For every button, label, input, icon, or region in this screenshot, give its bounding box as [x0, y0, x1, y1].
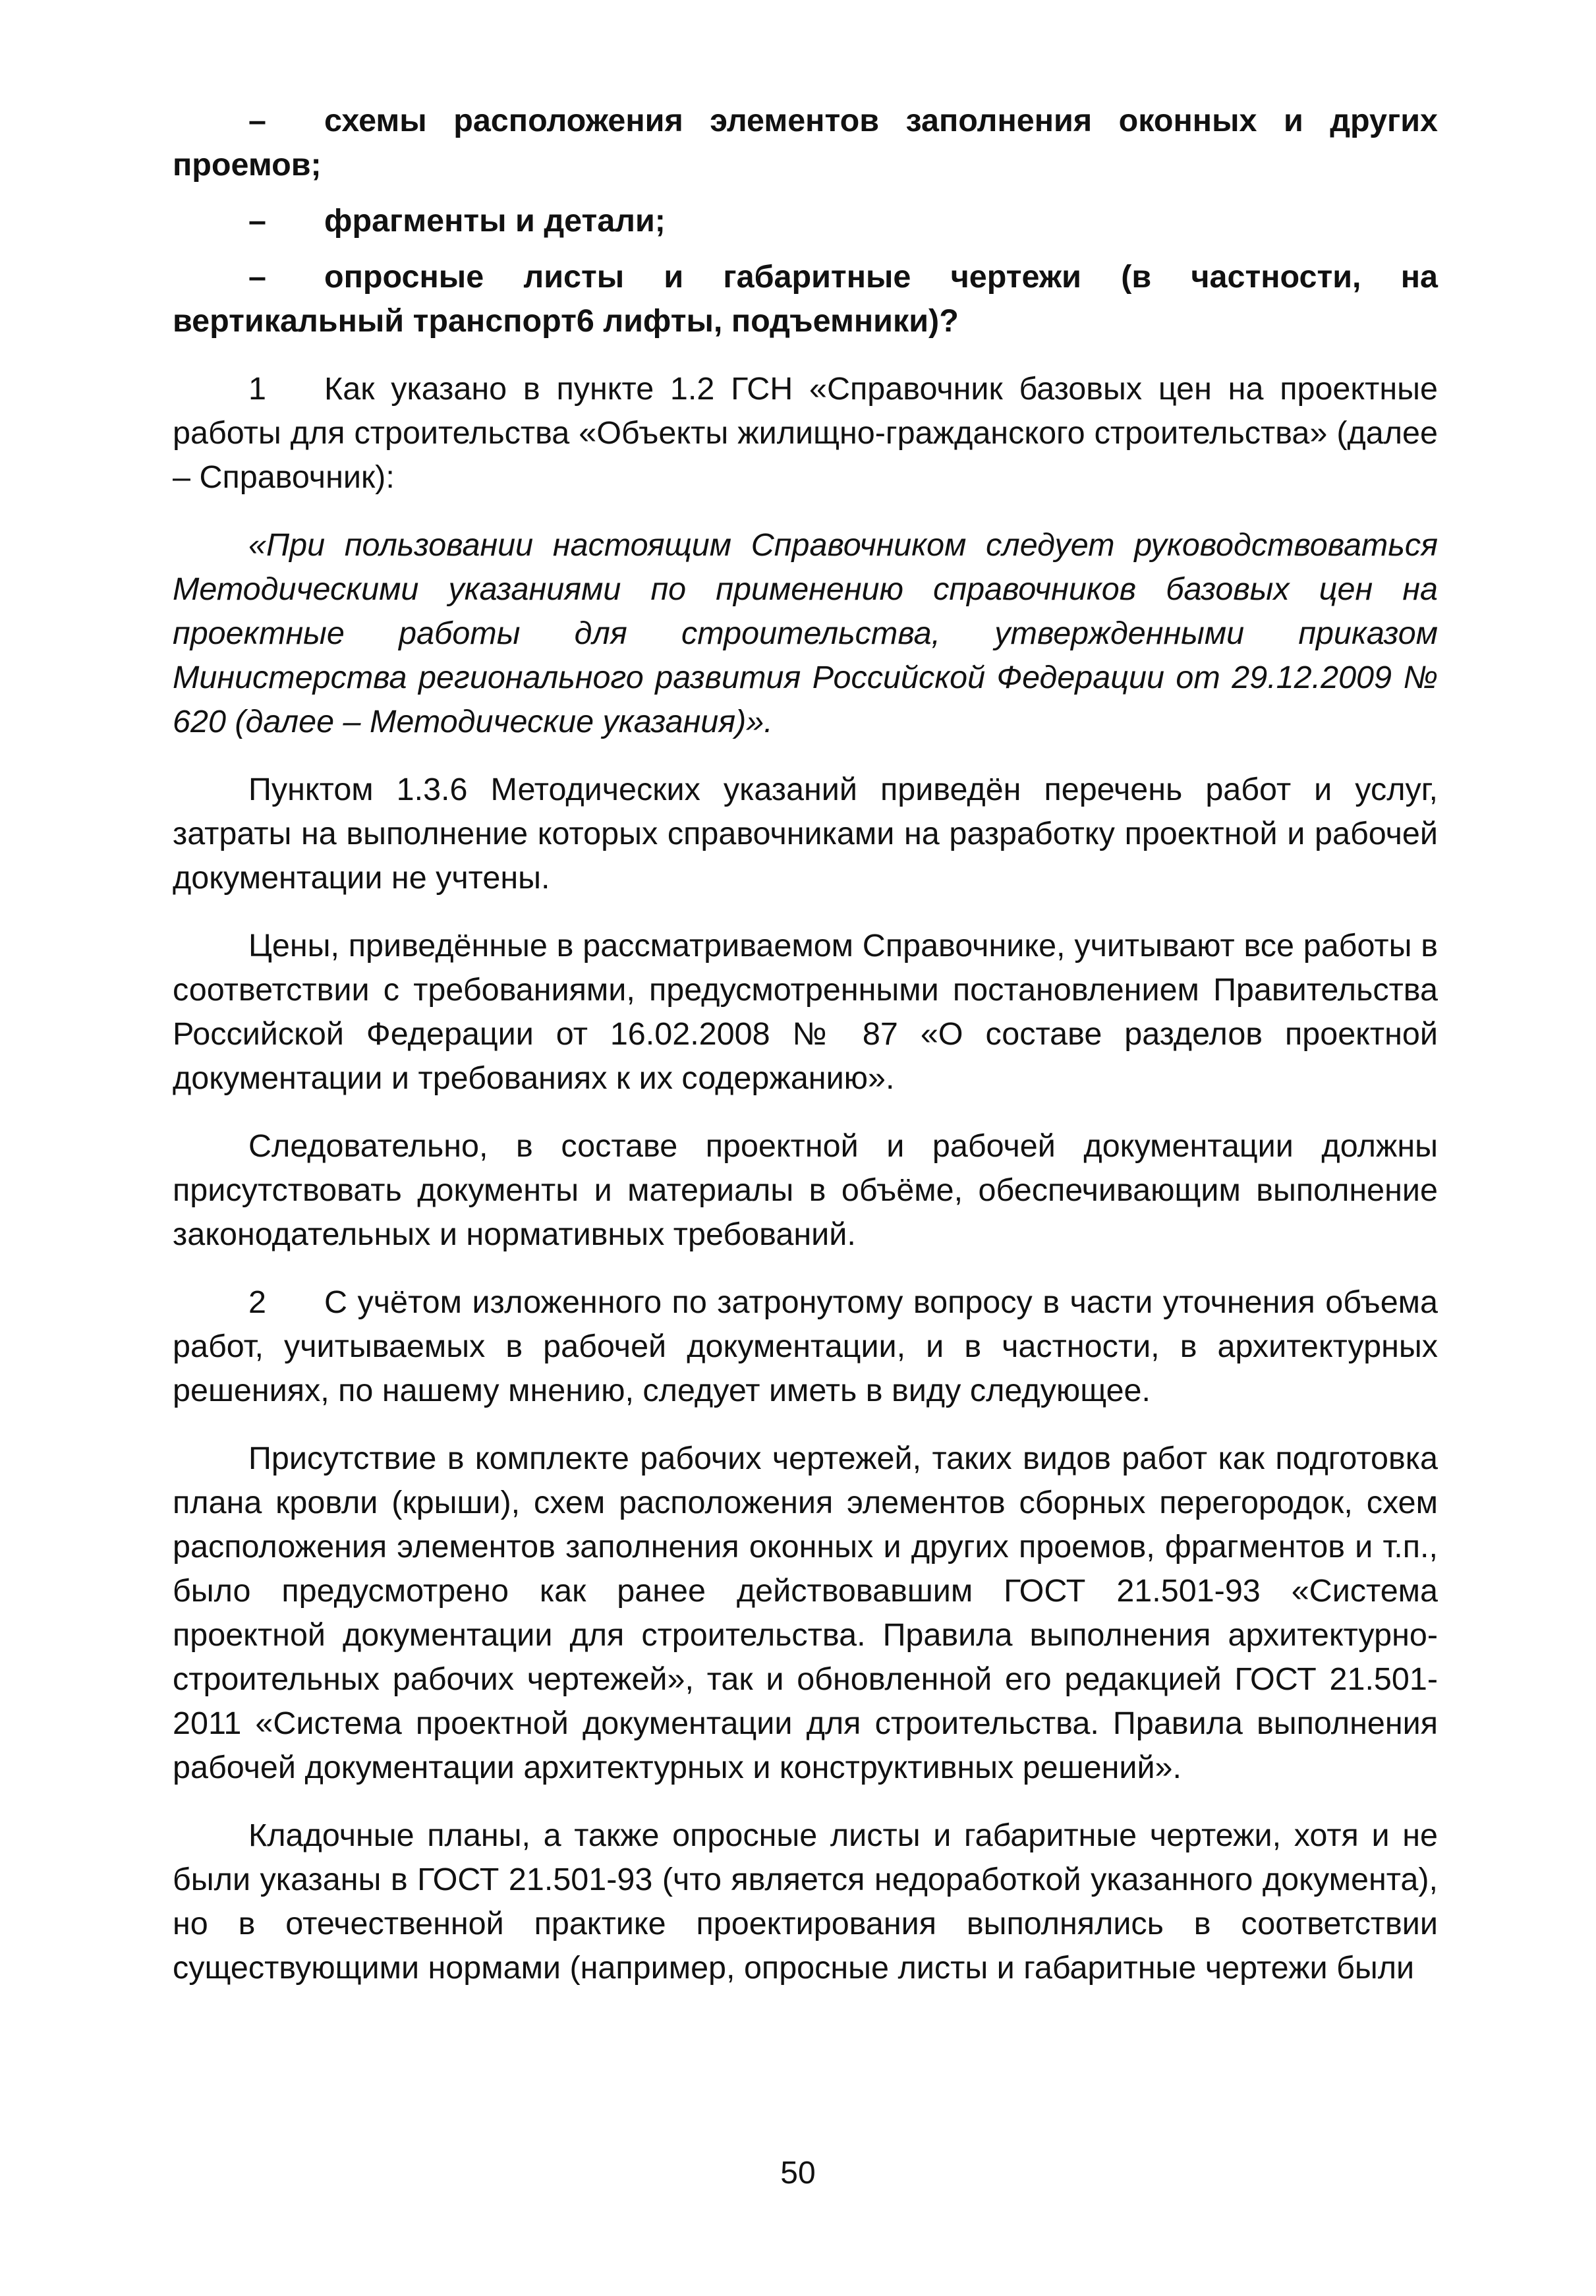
- list-item: [173, 199, 1438, 243]
- section1-paragraph: Следовательно, в составе проектной и рабочей документации должны присутствовать документы и материалы в объёме, обеспечивающим выполнение законодательных и нормативных требований.: [173, 1128, 1438, 1252]
- section1-paragraph: Пунктом 1.3.6 Методических указаний приведён перечень работ и услуг, затраты на выполнение которых справочниками на разработку проектной и рабочей документации не учтены.: [173, 772, 1438, 896]
- section1-paragraph: Цены, приведённые в рассматриваемом Справочнике, учитывают все работы в соответствии с требованиями, предусмотренными постановлением Правительства Российской Федерации от 16.02.2008 № 87 «О составе разделов проектной документации и требованиях к их содержанию».: [173, 928, 1438, 1096]
- section2-intro-text: С учётом изложенного по затронутому вопросу в части уточнения объема работ, учитываемых в рабочей документации, и в частности, в архитектурных решениях, по нашему мнению, следует иметь в виду следующее.: [173, 1284, 1438, 1408]
- section2-intro: [173, 1280, 1438, 1413]
- section2-paragraph: Присутствие в комплекте рабочих чертежей, таких видов работ как подготовка плана кровли (крыши), схем расположения элементов сборных перегородок, схем расположения элементов заполнения оконных и других проемов, фрагментов и т.п., было предусмотрено как ранее действовавшим ГОСТ 21.501-93 «Система проектной документации для строительства. Правила выполнения архитектурно-строительных рабочих чертежей», так и обновленной его редакцией ГОСТ 21.501-2011 «Система проектной документации для строительства. Правила выполнения рабочей документации архитектурных и конструктивных решений».: [173, 1441, 1438, 1785]
- section1-intro: [173, 367, 1438, 500]
- section1-quote: «При пользовании настоящим Справочником следует руководствоваться Методическими указаниями по применению справочников базовых цен на проектные работы для строительства, утвержденными приказом Министерства регионального развития Российской Федерации от 29.12.2009 № 620 (далее – Методические указания)».: [173, 527, 1438, 739]
- section1-number: 1: [248, 371, 266, 407]
- list-dash: –: [248, 259, 266, 295]
- section1-intro-text: Как указано в пункте 1.2 ГСН «Справочник базовых цен на проектные работы для строительства «Объекты жилищно-гражданского строительства» (далее – Справочник):: [173, 371, 1438, 495]
- section2-number: 2: [248, 1284, 266, 1320]
- list-item-text: опросные листы и габаритные чертежи (в частности, на вертикальный транспорт6 лифты, подъемники)?: [173, 259, 1438, 339]
- page-number: 50: [780, 2156, 816, 2191]
- list-item-text: схемы расположения элементов заполнения оконных и других проемов;: [173, 103, 1438, 183]
- page-content: [173, 99, 1438, 1990]
- list-item: [173, 255, 1438, 343]
- list-item: [173, 99, 1438, 187]
- list-dash: –: [248, 203, 266, 239]
- list-item-text: фрагменты и детали;: [324, 203, 666, 239]
- list-dash: –: [248, 103, 266, 138]
- section2-paragraph: Кладочные планы, а также опросные листы и габаритные чертежи, хотя и не были указаны в ГОСТ 21.501-93 (что является недоработкой указанного документа), но в отечественной практике проектирования выполнялись в соответствии существующими нормами (например, опросные листы и габаритные чертежи были: [173, 1818, 1438, 1986]
